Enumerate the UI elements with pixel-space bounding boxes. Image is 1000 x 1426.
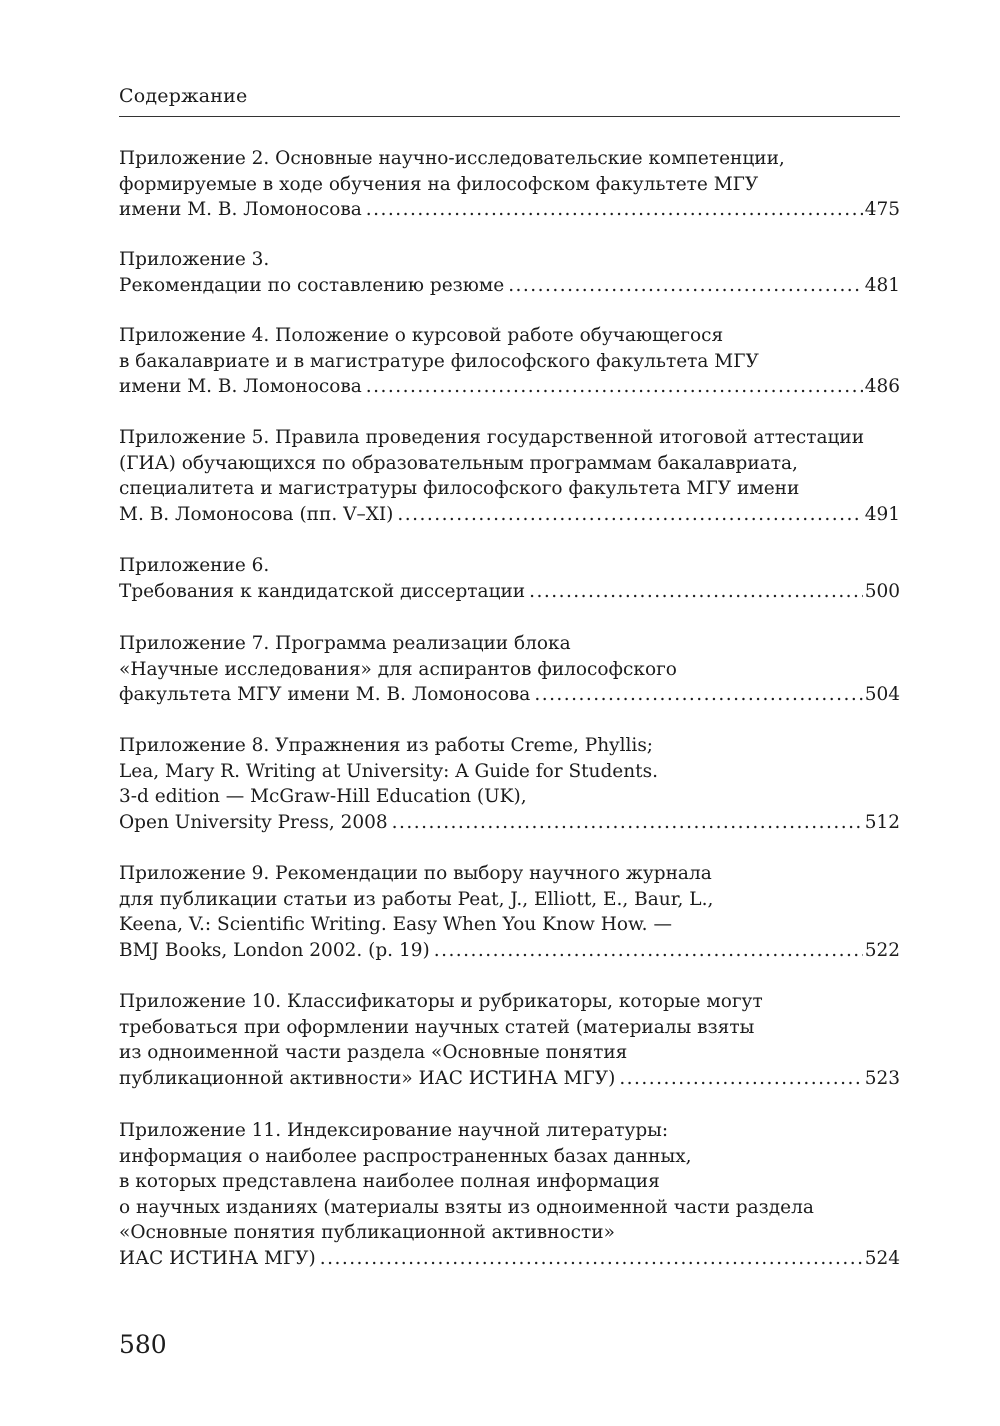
toc-entry-page-number: 500 [864, 580, 900, 602]
toc-entry-last-line [119, 1066, 900, 1092]
toc-entry-last-line [119, 197, 900, 223]
toc-entry-text: ИАС ИСТИНА МГУ) [119, 1247, 316, 1269]
dot-leader [366, 374, 863, 400]
dot-leader [366, 197, 863, 223]
toc-entry-line: (ГИА) обучающихся по образовательным программам бакалавриата, [119, 452, 798, 474]
toc-entry[interactable] [119, 323, 900, 400]
toc-entry-last-line [119, 273, 900, 299]
toc-entry-text: факультета МГУ имени М. В. Ломоносова [119, 684, 531, 705]
toc-entry-text: Open University Press, 2008 [119, 811, 388, 833]
toc-entry-line: «Научные исследования» для аспирантов философского [119, 658, 677, 680]
toc-entry-line: формируемые в ходе обучения на философском факультете МГУ [119, 173, 759, 195]
toc-entry-line: Приложение 5. Правила проведения государственной итоговой аттестации [119, 427, 865, 448]
toc-entry-last-line [119, 374, 900, 400]
dot-leader [529, 579, 863, 605]
toc-entry[interactable] [119, 146, 900, 223]
toc-entry-line: Приложение 8. Упражнения из работы Creme, Phyllis; [119, 735, 654, 756]
toc-entry-page-number: 512 [864, 811, 900, 833]
toc-entry-last-line [119, 682, 900, 708]
toc-entry-line: для публикации статьи из работы Peat, J., Elliott, E., Baur, L., [119, 888, 714, 910]
dot-leader [534, 682, 862, 708]
toc-entry-last-line [119, 579, 900, 605]
dot-leader [508, 273, 863, 299]
toc-entry-line: 3-d edition — McGraw-Hill Education (UK), [119, 786, 527, 807]
toc-entry[interactable] [119, 631, 900, 708]
dot-leader [434, 938, 863, 964]
dot-leader [392, 810, 863, 836]
toc-entry-page-number: 523 [864, 1067, 900, 1089]
toc-entry-page-number: 486 [864, 376, 900, 397]
running-header [119, 80, 900, 117]
toc-entry[interactable] [119, 861, 900, 963]
toc-entry-last-line [119, 1246, 900, 1272]
toc-entry-last-line [119, 810, 900, 836]
toc-entry-text: публикационной активности» ИАС ИСТИНА МГУ) [119, 1067, 616, 1089]
toc-entry-line: в бакалавриате и в магистратуре философского факультета МГУ [119, 350, 759, 372]
toc-entry-line: Приложение 4. Положение о курсовой работе обучающегося [119, 325, 724, 346]
toc-entry-text: Требования к кандидатской диссертации [119, 580, 526, 602]
toc-entry-line: Keena, V.: Scientific Writing. Easy When You Know How. — [119, 914, 672, 935]
toc-entry-last-line [119, 502, 900, 528]
toc-entry-line: о научных изданиях (материалы взяты из одноименной части раздела [119, 1196, 814, 1218]
toc-entry-line: Приложение 2. Основные научно-исследовательские компетенции, [119, 148, 785, 169]
toc-entry-line: информация о наиболее распространенных базах данных, [119, 1145, 692, 1167]
toc-entry-line: Приложение 9. Рекомендации по выбору научного журнала [119, 863, 712, 884]
toc-entry-line: в которых представлена наиболее полная информация [119, 1171, 660, 1192]
toc-entry-line: из одноименной части раздела «Основные понятия [119, 1042, 628, 1063]
toc-entry-line: Приложение 3. [119, 249, 270, 270]
toc-entry[interactable] [119, 247, 900, 298]
toc-entry-text: имени М. В. Ломоносова [119, 376, 362, 397]
dot-leader [320, 1246, 863, 1272]
toc-entry-text: М. В. Ломоносова (пп. V–XI) [119, 503, 394, 525]
dot-leader [619, 1066, 862, 1092]
toc-entry-line: «Основные понятия публикационной активности» [119, 1222, 615, 1243]
toc-entry-text: BMJ Books, London 2002. (p. 19) [119, 939, 430, 961]
toc-entry-line: Приложение 11. Индексирование научной литературы: [119, 1120, 669, 1141]
toc-entry-last-line [119, 938, 900, 964]
toc-entry-page-number: 475 [864, 199, 900, 220]
toc-entry[interactable] [119, 1118, 900, 1271]
toc-entry-text: Рекомендации по составлению резюме [119, 274, 505, 296]
toc-entry[interactable] [119, 733, 900, 835]
toc-entry-page-number: 491 [864, 503, 900, 525]
toc-entry-page-number: 522 [864, 939, 900, 961]
toc-entry-line: Приложение 7. Программа реализации блока [119, 633, 571, 654]
running-header-title: Содержание [119, 85, 248, 107]
toc-entry[interactable] [119, 989, 900, 1091]
toc-entry-line: Lea, Mary R. Writing at University: A Guide for Students. [119, 760, 658, 782]
toc-entry[interactable] [119, 425, 900, 527]
toc-entry-page-number: 524 [864, 1247, 900, 1269]
dot-leader [397, 502, 862, 528]
toc-entry-line: Приложение 10. Классификаторы и рубрикаторы, которые могут [119, 991, 763, 1012]
page-number: 580 [119, 1330, 167, 1359]
toc-entry-page-number: 504 [864, 684, 900, 705]
toc-entry[interactable] [119, 553, 900, 604]
toc-entry-line: требоваться при оформлении научных статей (материалы взяты [119, 1016, 755, 1038]
toc-entry-text: имени М. В. Ломоносова [119, 199, 362, 220]
toc-entry-line: специалитета и магистратуры философского факультета МГУ имени [119, 478, 800, 499]
toc-entry-line: Приложение 6. [119, 555, 270, 576]
toc-entry-page-number: 481 [864, 274, 900, 296]
